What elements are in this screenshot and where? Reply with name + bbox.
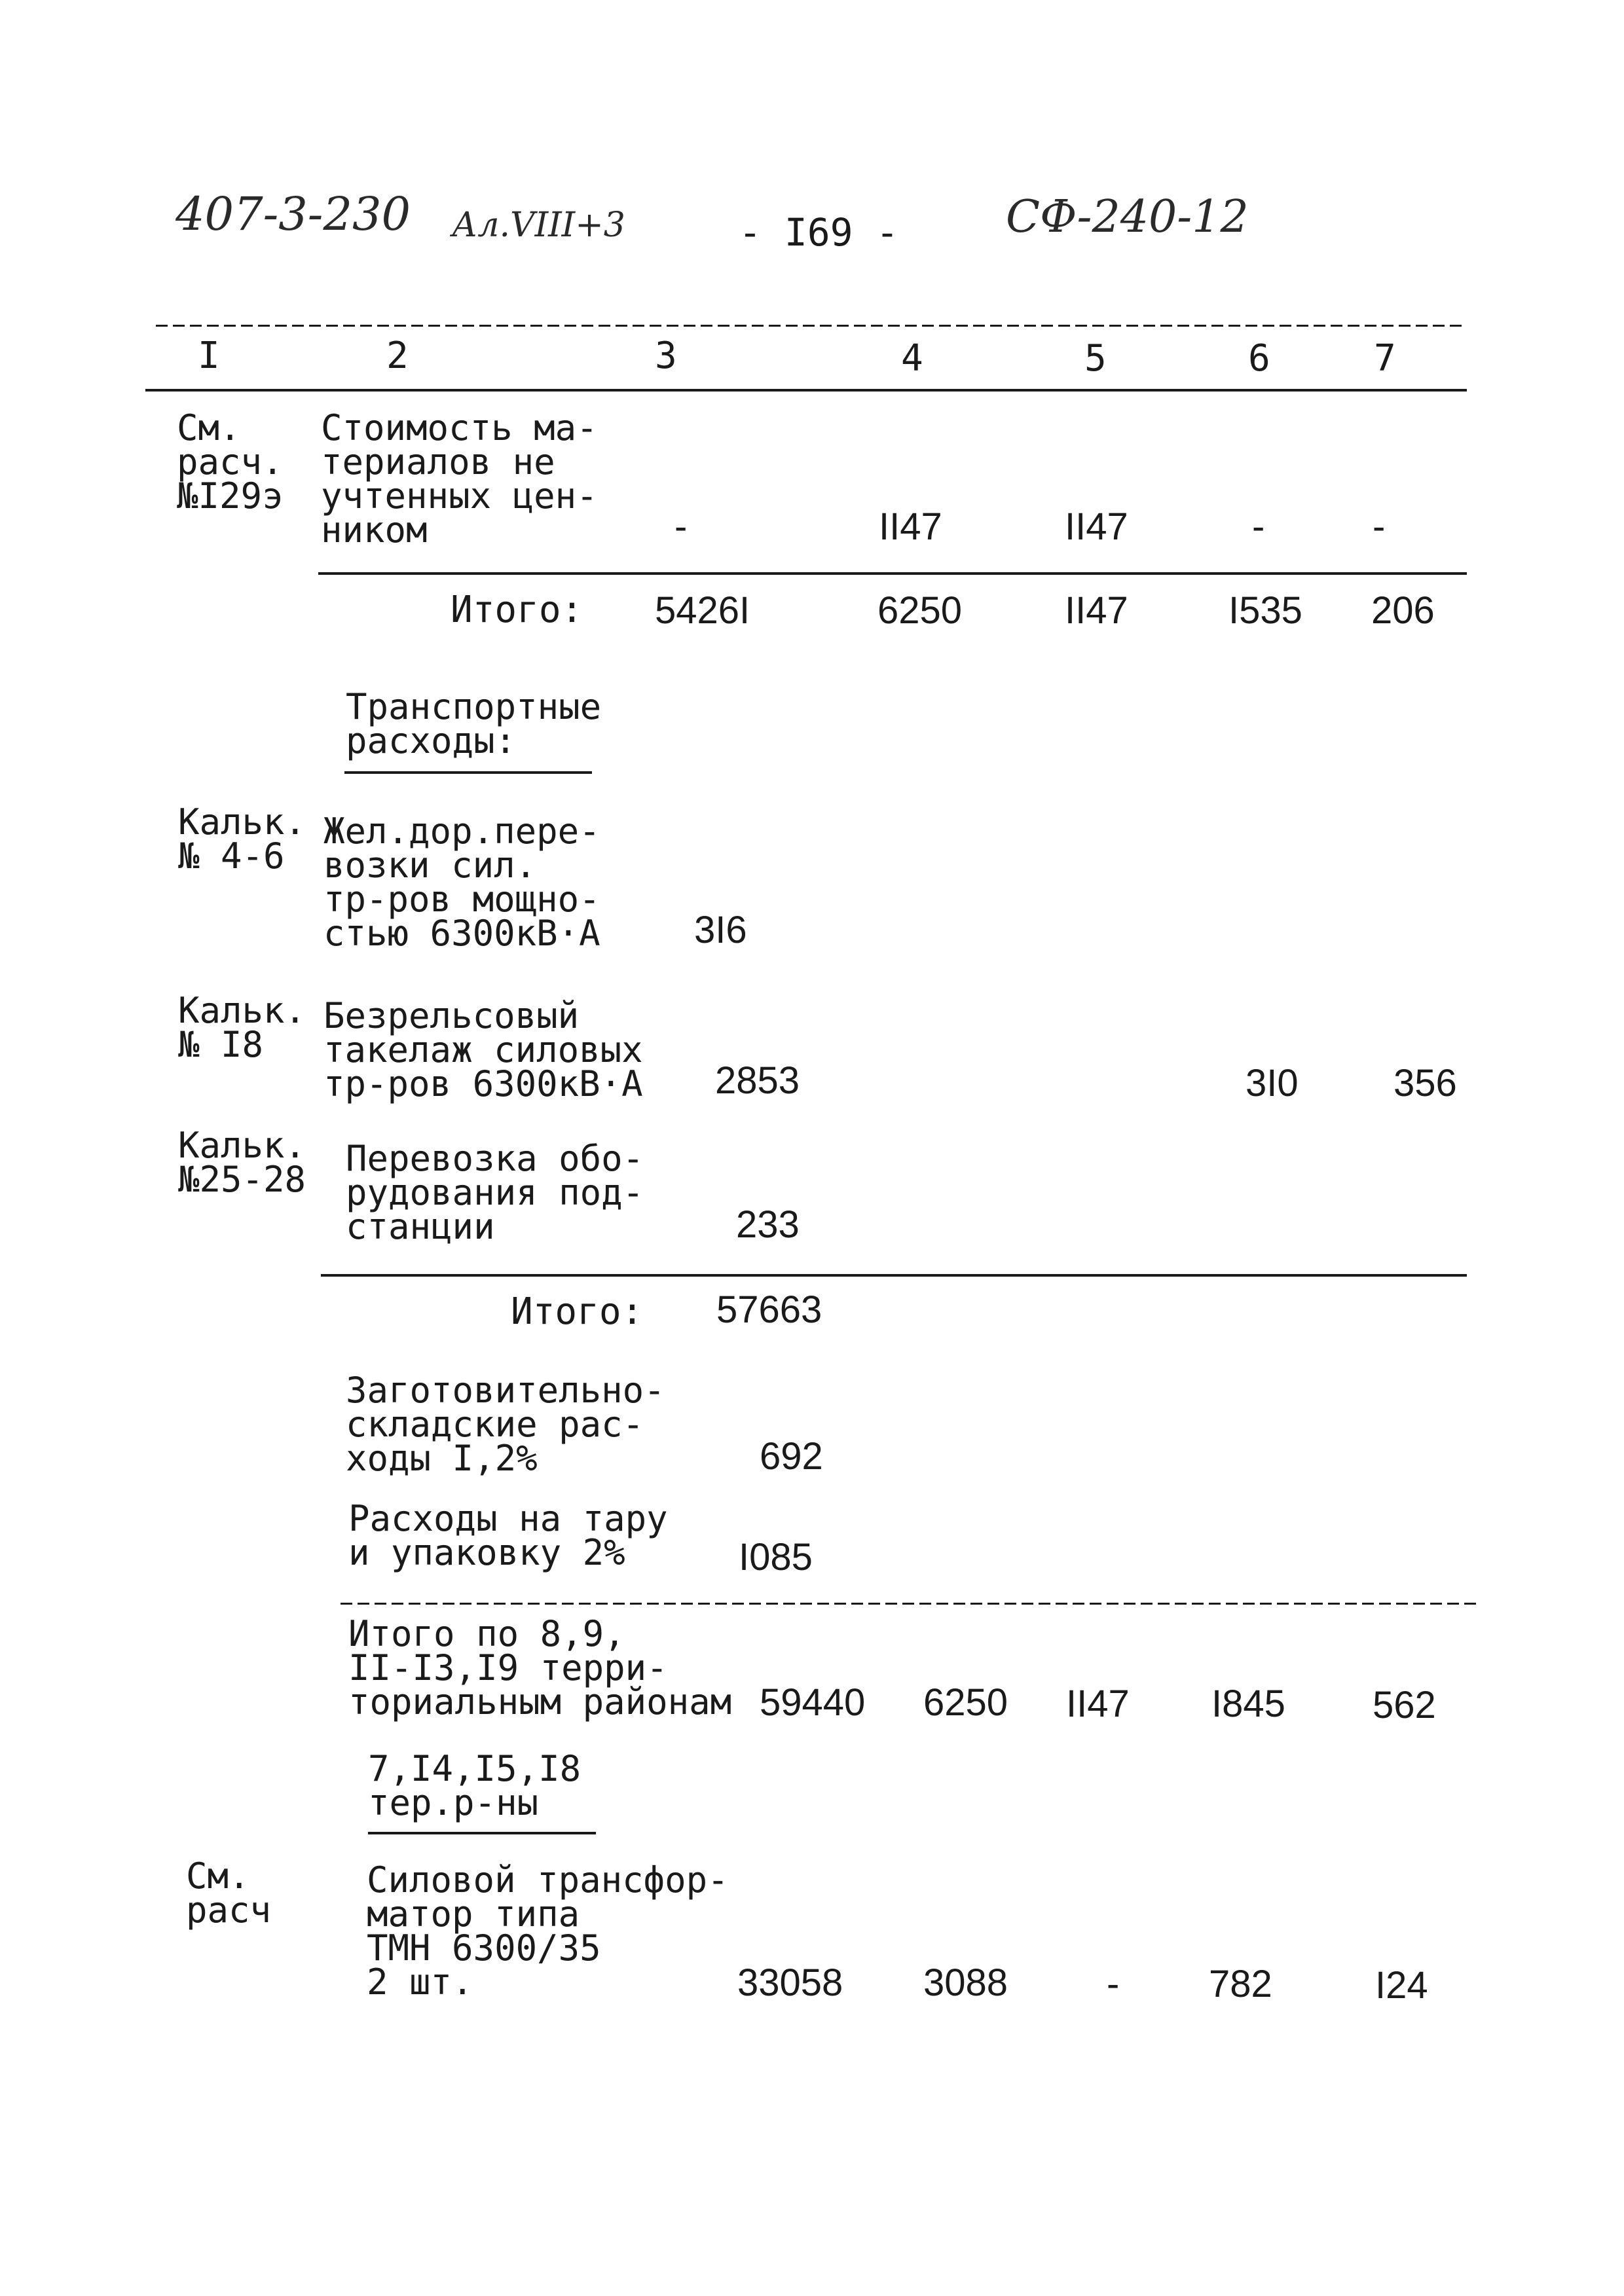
section-underline	[368, 1832, 596, 1834]
description-cell: Стоимость ма- териалов не учтенных цен- ником	[321, 407, 598, 551]
column-header: 5	[1084, 337, 1107, 380]
value-col5: -	[1107, 1963, 1120, 2005]
header-bottom-rule	[145, 389, 1467, 392]
value-col5: II47	[1065, 589, 1128, 632]
value-col3: 233	[736, 1203, 800, 1246]
section-underline	[344, 771, 592, 774]
section-heading: 7,I4,I5,I8 тер.р-ны	[368, 1748, 581, 1823]
value-col3: I085	[739, 1536, 813, 1578]
value-col5: II47	[1066, 1683, 1130, 1725]
value-col3: -	[674, 505, 688, 548]
reference-cell: Кальк. № I8	[178, 990, 306, 1065]
column-header: I	[198, 335, 220, 377]
description-cell: Перевозка обо- рудования под- станции	[346, 1138, 644, 1247]
section-rule	[321, 1274, 1467, 1277]
value-col6: I845	[1211, 1683, 1285, 1725]
value-col4: 3088	[923, 1961, 1008, 2004]
column-header: 7	[1374, 337, 1396, 380]
description-cell: Силовой трансфор- матор типа ТМН 6300/35 2 шт.	[367, 1859, 729, 2003]
value-col3: 59440	[760, 1681, 866, 1724]
value-col3: 2853	[715, 1059, 800, 1102]
value-col4: 6250	[877, 589, 963, 632]
page-number: - I69 -	[739, 210, 899, 255]
description-cell: Итого по 8,9, II-I3,I9 терри- ториальным районам	[348, 1613, 732, 1722]
value-col6: 3I0	[1246, 1062, 1299, 1104]
inventory-number: СФ-240-12	[1006, 191, 1249, 243]
doc-code: 407-3-230	[175, 187, 411, 241]
value-col3: 692	[760, 1435, 823, 1478]
value-col7: 562	[1373, 1684, 1436, 1726]
total-label: Итого:	[451, 589, 583, 631]
section-heading: Транспортные расходы:	[346, 686, 602, 761]
value-col3: 5426I	[655, 589, 750, 632]
value-col7: I24	[1375, 1964, 1428, 2007]
value-col7: 206	[1371, 589, 1435, 632]
album-number: Ал.VIII+3	[452, 206, 625, 245]
column-header: 3	[655, 335, 677, 377]
value-col6: -	[1252, 505, 1265, 548]
value-col3: 57663	[716, 1288, 822, 1331]
value-col6: 782	[1209, 1963, 1272, 2005]
value-col4: 6250	[923, 1681, 1008, 1724]
value-col7: -	[1373, 505, 1386, 548]
total-label: Итого:	[511, 1290, 644, 1333]
section-rule	[341, 1603, 1480, 1605]
description-cell: Жел.дор.пере- возки сил. тр-ров мощно- стью 6300кВ·А	[323, 811, 600, 954]
value-col4: II47	[879, 505, 942, 548]
description-cell: Заготовительно- складские рас- ходы I,2%	[346, 1370, 665, 1479]
reference-cell: Кальк. №25-28	[178, 1125, 306, 1200]
column-header: 6	[1248, 337, 1270, 380]
column-header: 4	[901, 337, 923, 380]
value-col7: 356	[1393, 1062, 1457, 1104]
value-col6: I535	[1228, 589, 1302, 632]
value-col3: 3I6	[694, 909, 747, 951]
description-cell: Расходы на тару и упаковку 2%	[348, 1498, 668, 1573]
reference-cell: Кальк. № 4-6	[178, 801, 306, 877]
header-top-rule	[156, 325, 1464, 327]
description-cell: Безрельсовый такелаж силовых тр-ров 6300кВ·А	[323, 995, 643, 1104]
section-rule	[318, 572, 1467, 575]
reference-cell: См. расч. №I29э	[177, 407, 284, 517]
column-header: 2	[386, 335, 409, 377]
reference-cell: См. расч	[186, 1855, 272, 1931]
value-col5: II47	[1065, 505, 1128, 548]
value-col3: 33058	[737, 1961, 843, 2004]
